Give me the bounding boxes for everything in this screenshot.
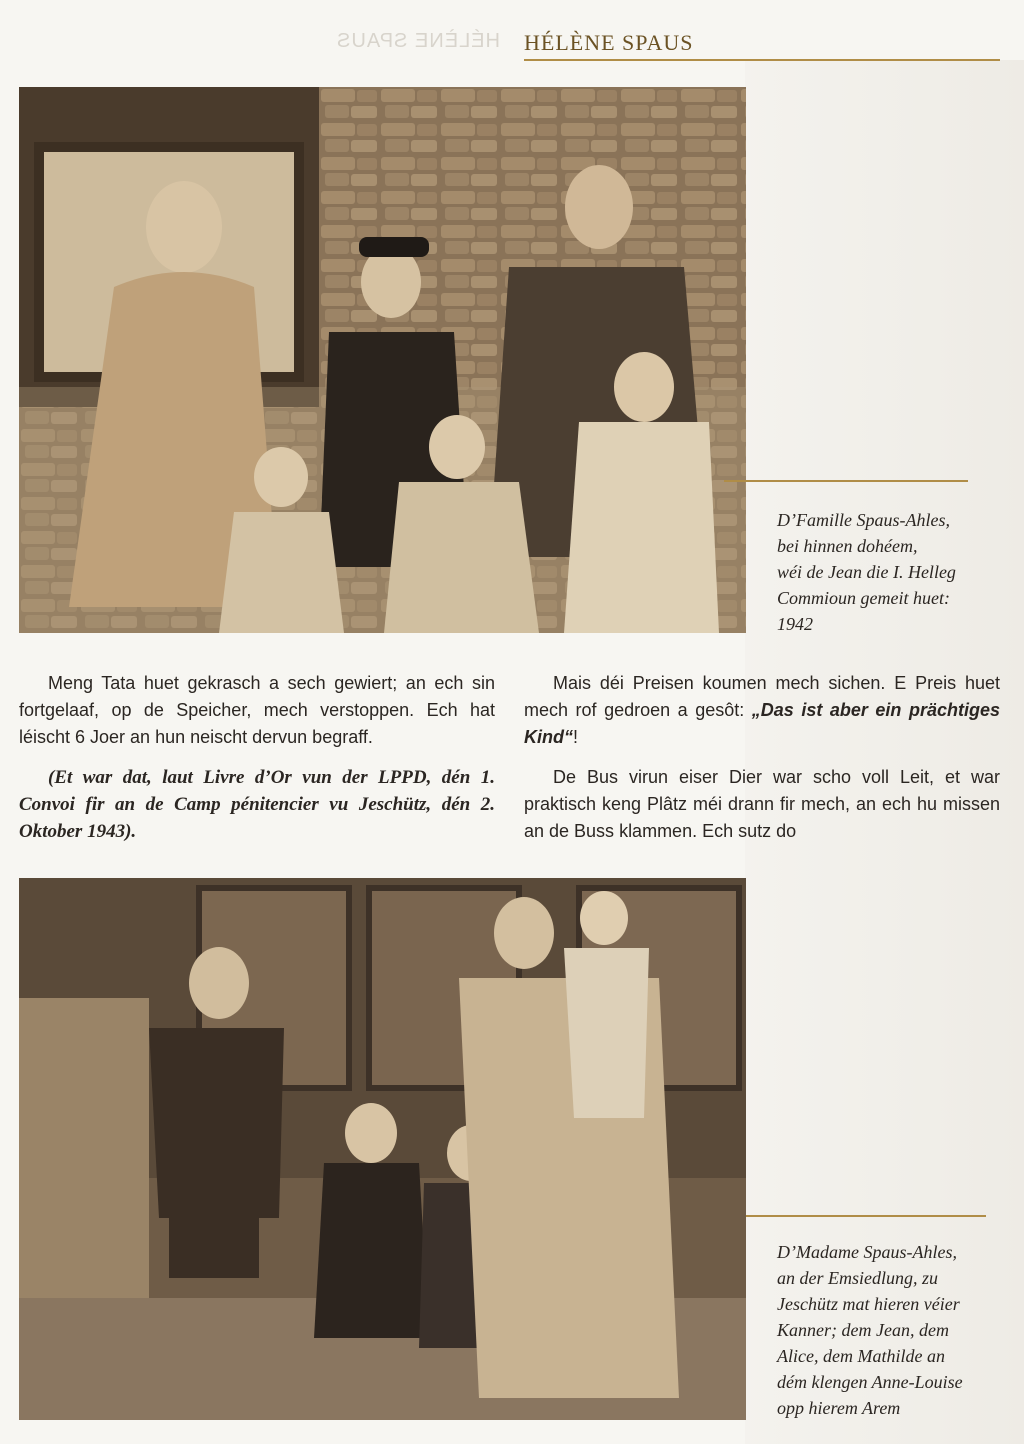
historical-note: (Et war dat, laut Livre d’Or vun der LPPD, dén 1. Convoi fir an de Camp pénitencier vu Jeschütz, dén 2. Oktober 1943).: [19, 767, 495, 842]
body-column-right: [524, 670, 1000, 858]
body-column-left: [19, 670, 495, 858]
quoted-speech: „Das ist aber ein prächtiges Kind“: [524, 700, 1000, 747]
paragraph: Meng Tata huet gekrasch a sech gewiert; an ech sin fortgelaaf, op de Speicher, mech verstoppen. Ech hat léischt 6 Joer an hun neischt dervun begraff.: [19, 673, 495, 747]
caption-rule-2: [746, 1215, 986, 1217]
resettlement-photo: [19, 878, 746, 1420]
photo-caption-1: D’Famille Spaus-Ahles, bei hinnen dohéem, wéi de Jean die I. Helleg Commioun gemeit huet: 1942: [777, 510, 956, 634]
header-rule: [524, 59, 1000, 61]
paragraph: De Bus virun eiser Dier war scho voll Leit, et war praktisch keng Plâtz méi drann fir mech, an ech hu missen an de Buss klammen. Ech sutz do: [524, 767, 1000, 841]
mirrored-header-bleed: HÉLÈNE SPAUS: [336, 30, 500, 52]
page-header-title: HÉLÈNE SPAUS: [524, 30, 694, 55]
photo-caption-2: D’Madame Spaus-Ahles, an der Emsiedlung, zu Jeschütz mat hieren véier Kanner; dem Jean, dem Alice, dem Mathilde an dém klengen Anne-Louise opp hierem Arem: [777, 1242, 963, 1418]
caption-rule-1: [724, 480, 968, 482]
family-photo-1942: [19, 87, 746, 633]
paragraph: Mais déi Preisen koumen mech sichen. E Preis huet mech rof gedroen a gesôt: „Das ist aber ein prächtiges Kind“!: [524, 673, 1000, 747]
